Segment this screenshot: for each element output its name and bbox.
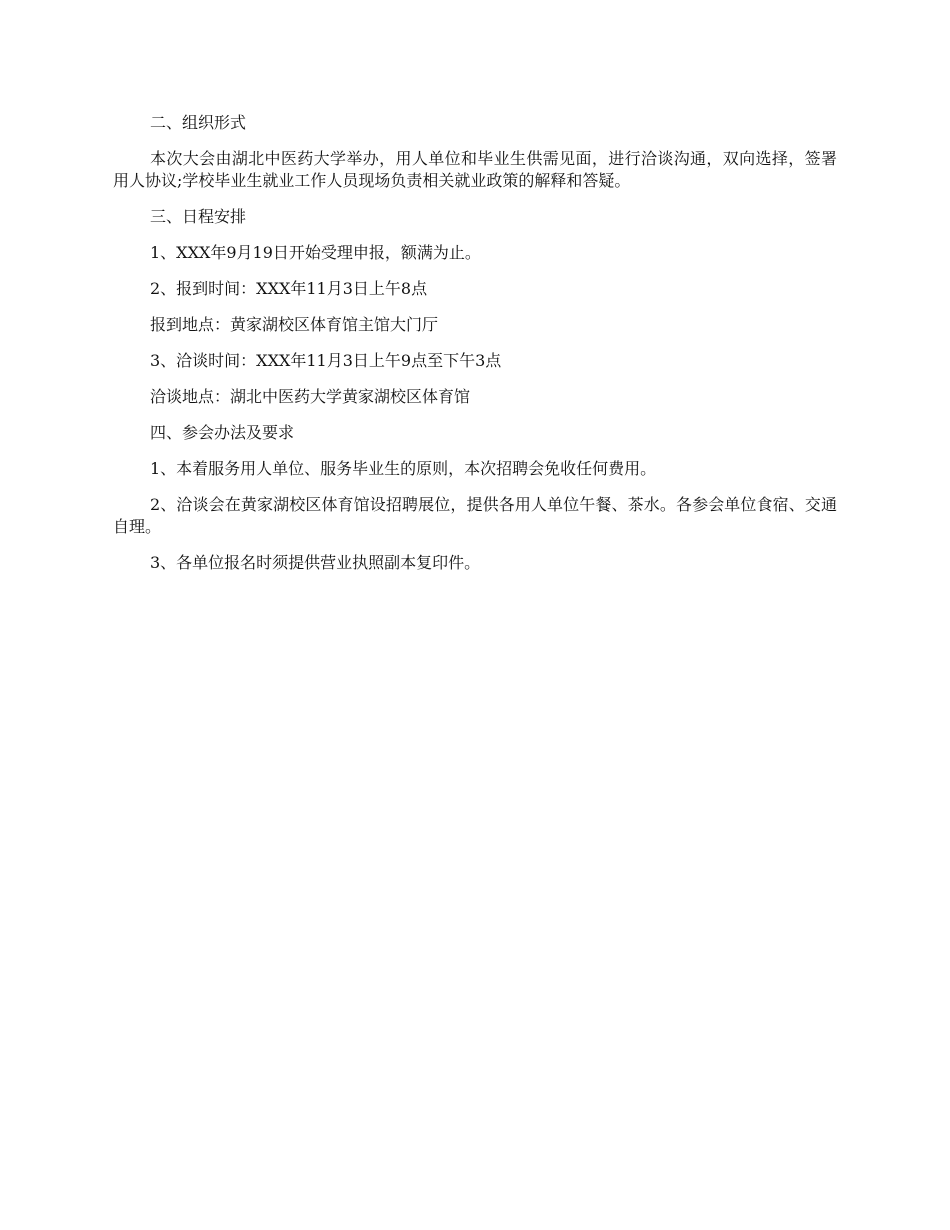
section-heading-requirements: 四、参会办法及要求 [150,423,295,442]
requirement-item-2: 2、洽谈会在黄家湖校区体育馆设招聘展位，提供各用人单位午餐、茶水。各参会单位食宿、交通自理。 [113,495,837,536]
schedule-item-2: 2、报到时间：XXX年11月3日上午8点 [150,279,428,298]
section-heading-organization: 二、组织形式 [150,113,247,132]
schedule-item-3: 3、洽谈时间：XXX年11月3日上午9点至下午3点 [150,351,502,370]
registration-location: 报到地点：黄家湖校区体育馆主馆大门厅 [150,315,439,334]
negotiation-location: 洽谈地点：湖北中医药大学黄家湖校区体育馆 [150,387,471,406]
section-heading-schedule: 三、日程安排 [150,207,247,226]
organization-description: 本次大会由湖北中医药大学举办，用人单位和毕业生供需见面，进行洽谈沟通，双向选择，签署用人协议;学校毕业生就业工作人员现场负责相关就业政策的解释和答疑。 [113,149,837,190]
requirement-item-1: 1、本着服务用人单位、服务毕业生的原则，本次招聘会免收任何费用。 [150,459,657,478]
requirement-item-3: 3、各单位报名时须提供营业执照副本复印件。 [150,553,481,572]
schedule-item-1: 1、XXX年9月19日开始受理申报，额满为止。 [150,243,481,262]
document-page [113,112,837,574]
